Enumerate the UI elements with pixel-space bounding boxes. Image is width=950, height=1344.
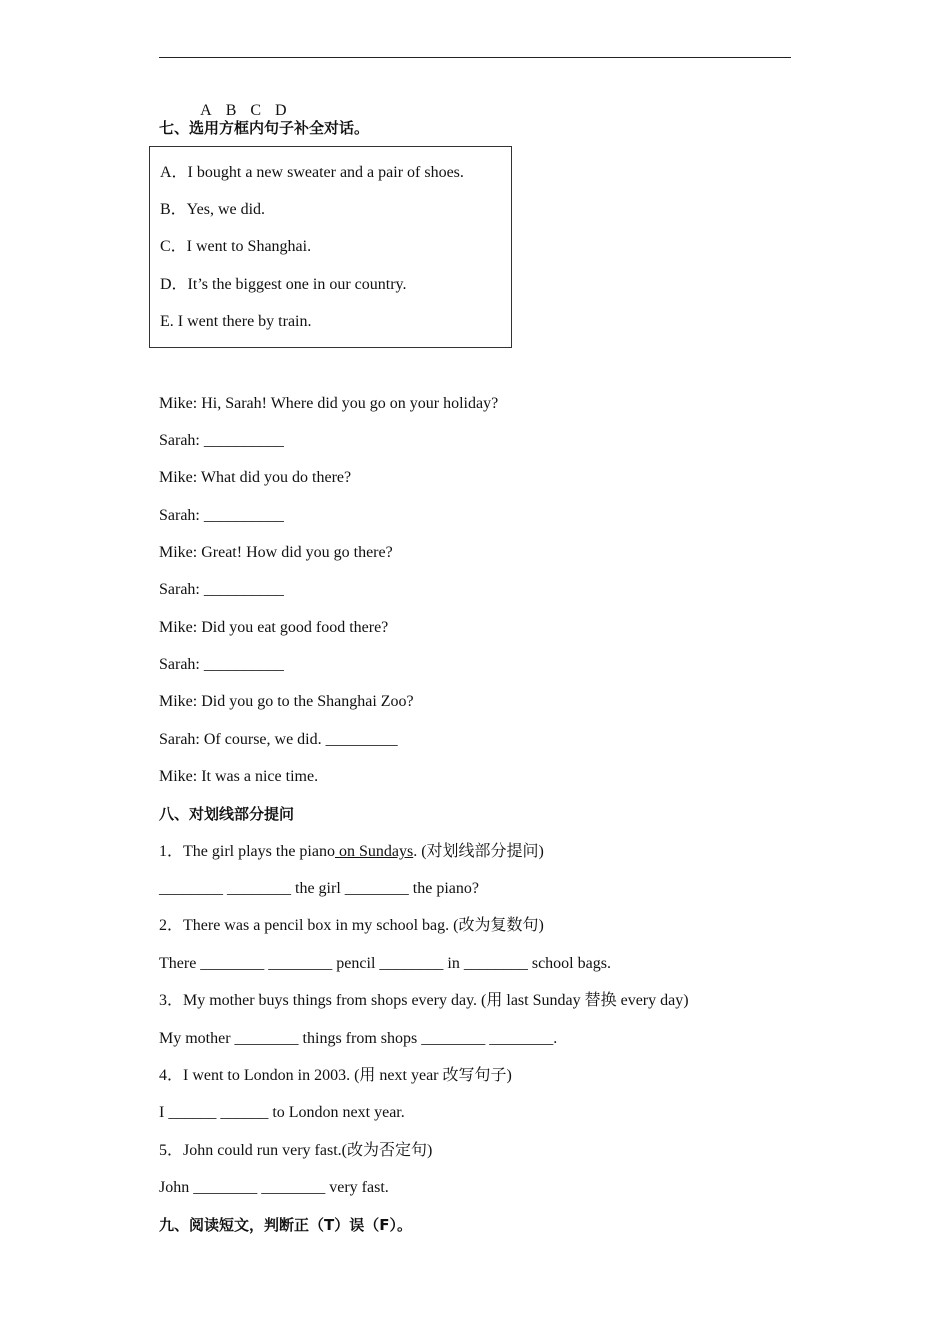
dialogue-line: Sarah: __________ — [159, 507, 284, 524]
dialogue-line: Sarah: __________ — [159, 432, 284, 449]
question-5-answer: John ________ ________ very fast. — [159, 1179, 389, 1196]
options-box — [149, 146, 512, 348]
dialogue-line: Sarah: Of course, we did. _________ — [159, 731, 398, 748]
dialogue-line: Mike: Hi, Sarah! Where did you go on your holiday? — [159, 395, 499, 412]
dialogue-line: Sarah: __________ — [159, 581, 284, 598]
choice-c: C — [250, 102, 262, 119]
box-option-b: B．Yes, we did. — [160, 201, 266, 218]
dialogue-line: Mike: Great! How did you go there? — [159, 544, 393, 561]
choice-b: B — [225, 102, 237, 119]
box-option-c: C．I went to Shanghai. — [160, 238, 312, 255]
box-option-a: A．I bought a new sweater and a pair of shoes. — [160, 164, 464, 181]
question-1-answer: ________ ________ the girl ________ the piano? — [159, 880, 479, 897]
box-option-d: D．It’s the biggest one in our country. — [160, 276, 407, 293]
dialogue-line: Sarah: __________ — [159, 656, 284, 673]
question-1-underlined: on Sundays — [334, 843, 414, 860]
question-3-answer: My mother ________ things from shops ________ ________. — [159, 1030, 558, 1047]
choice-a: A — [200, 102, 212, 119]
dialogue-line: Mike: It was a nice time. — [159, 768, 319, 785]
question-1-suffix: . (对划线部分提问) — [413, 843, 544, 860]
question-2: 2．There was a pencil box in my school bag. (改为复数句) — [159, 917, 544, 934]
question-3: 3．My mother buys things from shops every day. (用 last Sunday 替换 every day) — [159, 992, 689, 1009]
section-8-heading: 八、对划线部分提问 — [159, 805, 295, 823]
choice-d: D — [275, 102, 287, 119]
question-1 — [159, 842, 544, 862]
question-1-prefix: 1．The girl plays the piano — [159, 843, 335, 860]
header-rule — [159, 57, 791, 58]
section-9-heading: 九、阅读短文，判断正（T）误（F）。 — [159, 1216, 412, 1234]
question-5: 5．John could run very fast.(改为否定句) — [159, 1142, 433, 1159]
dialogue-line: Mike: Did you eat good food there? — [159, 619, 389, 636]
answer-choices — [193, 81, 301, 121]
question-4-answer: I ______ ______ to London next year. — [159, 1104, 405, 1121]
dialogue-line: Mike: What did you do there? — [159, 469, 352, 486]
box-option-e: E. I went there by train. — [160, 313, 312, 330]
section-7-heading: 七、选用方框内句子补全对话。 — [159, 119, 370, 137]
dialogue-line: Mike: Did you go to the Shanghai Zoo? — [159, 693, 414, 710]
question-2-answer: There ________ ________ pencil ________ in ________ school bags. — [159, 955, 611, 972]
question-4: 4．I went to London in 2003. (用 next year 改写句子) — [159, 1067, 512, 1084]
